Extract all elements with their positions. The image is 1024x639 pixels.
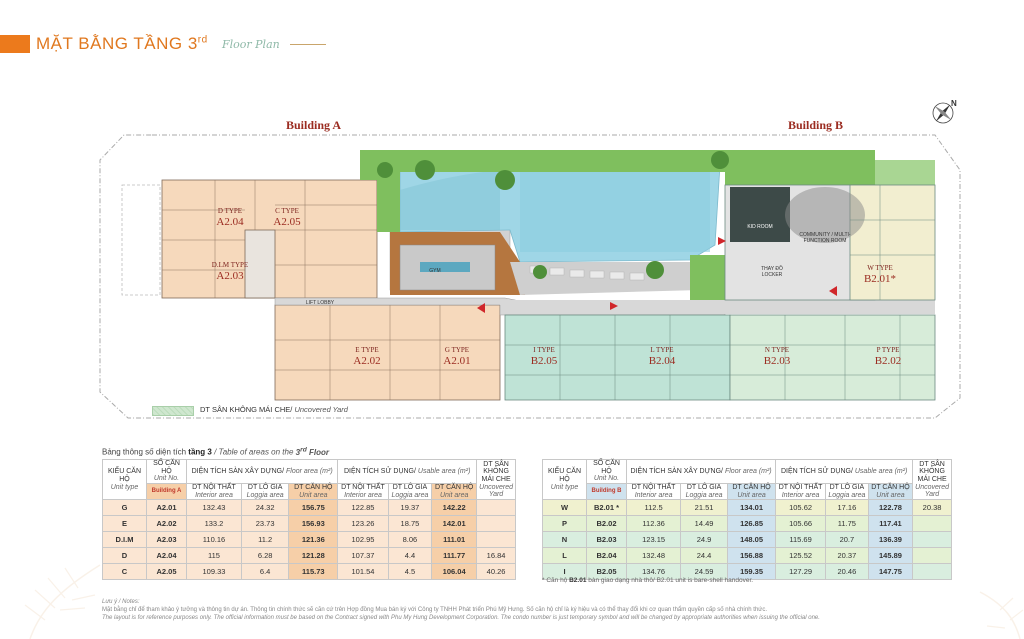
header-usable-area: DIỆN TÍCH SỬ DỤNG/ Usable area (m²) xyxy=(776,460,913,484)
header-unit-no: SỐ CĂN HỘ Unit No. xyxy=(147,460,187,484)
table-caption: Bảng thông số diện tích tầng 3 / Table of areas on the 3rd Floor xyxy=(102,446,329,457)
building-a-tag: Building A xyxy=(147,484,187,500)
table-row: C A2.05 109.33 6.4 115.73 101.54 4.5 106.04 40.26 xyxy=(103,564,516,580)
leaf-decoration-icon xyxy=(20,560,110,639)
header-loggia: DT LÔ GIA Loggia area xyxy=(825,484,868,500)
unit-label: D.LM TYPE A2.03 xyxy=(211,261,249,282)
uncovered-yard-swatch xyxy=(152,406,194,416)
header-floor-area: DIỆN TÍCH SÀN XÂY DỰNG/ Floor area (m²) xyxy=(627,460,776,484)
unit-label: W TYPE B2.01* xyxy=(863,264,897,285)
unit-label: L TYPE B2.04 xyxy=(648,346,676,367)
header-unit-no: SỐ CĂN HỘ Unit No. xyxy=(587,460,627,484)
compass-north-label: N xyxy=(951,99,957,108)
kid-room-label: KID ROOM xyxy=(747,224,773,230)
table-row: D.I.M A2.03 110.16 11.2 121.36 102.95 8.06 111.01 xyxy=(103,532,516,548)
gym-label: GYM xyxy=(429,268,441,274)
header-unit-area: DT CĂN HỘ Unit area xyxy=(432,484,477,500)
header-unit-area: DT CĂN HỘ Unit area xyxy=(868,484,912,500)
table-row: E A2.02 133.2 23.73 156.93 123.26 18.75 142.01 xyxy=(103,516,516,532)
notes-vi: Mặt bằng chỉ để tham khảo ý tưởng và thông tin dự án. Thông tin chính thức sẽ căn cứ trên Hợp đồng Mua bán ký với Công ty TNHH Phát triển Phú Mỹ Hưng. Số căn hộ chỉ là ký hiệu và có thể thay đổi khi cơ quan thẩm quyền cấp số nhà chính thức. xyxy=(102,607,767,614)
table-row: P B2.02 112.36 14.49 126.85 105.66 11.75 117.41 xyxy=(543,516,952,532)
unit-label: G TYPE A2.01 xyxy=(443,346,471,367)
table-b-footnote: * Căn hộ B2.01 bàn giao dạng nhà thô/ B2.01 unit is bare-shell handover. xyxy=(542,577,754,584)
table-row: W B2.01 * 112.5 21.51 134.01 105.62 17.16 122.78 20.38 xyxy=(543,500,952,516)
table-row: D A2.04 115 6.28 121.28 107.37 4.4 111.77 16.84 xyxy=(103,548,516,564)
leaf-decoration-icon xyxy=(975,590,1024,639)
header-unit-type: KIỂU CĂN HỘ Unit type xyxy=(543,460,587,500)
header-loggia: DT LÔ GIA Loggia area xyxy=(241,484,288,500)
unit-label: D TYPE A2.04 xyxy=(216,207,244,228)
area-table-building-b xyxy=(542,459,952,580)
unit-label: I TYPE B2.05 xyxy=(530,346,558,367)
notes-heading: Lưu ý / Notes: xyxy=(102,599,140,605)
table-row: I B2.05 134.76 24.59 159.35 127.29 20.46 147.75 xyxy=(543,564,952,580)
unit-label: C TYPE A2.05 xyxy=(273,207,301,228)
page-subtitle: Floor Plan xyxy=(222,38,280,51)
header-unit-area: DT CĂN HỘ Unit area xyxy=(289,484,338,500)
community-room-label: COMMUNITY / MULTI-FUNCTION ROOM xyxy=(799,232,851,244)
table-row: N B2.03 123.15 24.9 148.05 115.69 20.7 136.39 xyxy=(543,532,952,548)
header-usable-area: DIỆN TÍCH SỬ DỤNG/ Usable area (m²) xyxy=(338,460,477,484)
header-floor-area: DIỆN TÍCH SÀN XÂY DỰNG/ Floor area (m²) xyxy=(187,460,338,484)
area-table-building-a xyxy=(102,459,516,580)
header-loggia: DT LÔ GIA Loggia area xyxy=(681,484,728,500)
header-unit-type: KIỂU CĂN HỘ Unit type xyxy=(103,460,147,500)
header-yard: DT SÂN KHÔNG MÁI CHE Uncovered Yard xyxy=(477,460,516,500)
table-row: L B2.04 132.48 24.4 156.88 125.52 20.37 145.89 xyxy=(543,548,952,564)
building-a-label: Building A xyxy=(286,118,342,132)
unit-label: P TYPE B2.02 xyxy=(874,346,902,367)
notes xyxy=(102,598,922,622)
header-interior: DT NỘI THẤT Interior area xyxy=(187,484,242,500)
page-title: MẶT BẰNG TẦNG 3rd xyxy=(36,34,208,53)
notes-en: The layout is for reference purposes only. The official information must be based on the Contract signed with Phu My Hung Development Corporation. The condo number is just temporary symbol and will be changed by appropriate authorities when issuing the official one. xyxy=(102,615,820,622)
unit-label: N TYPE B2.03 xyxy=(763,346,791,367)
header-unit-area: DT CĂN HỘ Unit area xyxy=(727,484,775,500)
building-b-tag: Building B xyxy=(587,484,627,500)
header-interior: DT NỘI THẤT Interior area xyxy=(776,484,826,500)
header-interior: DT NỘI THẤT Interior area xyxy=(338,484,388,500)
header-interior: DT NỘI THẤT Interior area xyxy=(627,484,681,500)
table-row: G A2.01 132.43 24.32 156.75 122.85 19.37 142.22 xyxy=(103,500,516,516)
unit-label: E TYPE A2.02 xyxy=(353,346,381,367)
header-yard: DT SÂN KHÔNG MÁI CHE Uncovered Yard xyxy=(913,460,952,500)
lift-lobby-a-label: LIFT LOBBY xyxy=(305,300,335,306)
legend-label: DT SÂN KHÔNG MÁI CHE/ Uncovered Yard xyxy=(200,405,348,414)
building-b-label: Building B xyxy=(788,118,844,132)
header-loggia: DT LÔ GIA Loggia area xyxy=(388,484,431,500)
locker-label: THAY ĐỒ LOCKER xyxy=(761,266,783,278)
